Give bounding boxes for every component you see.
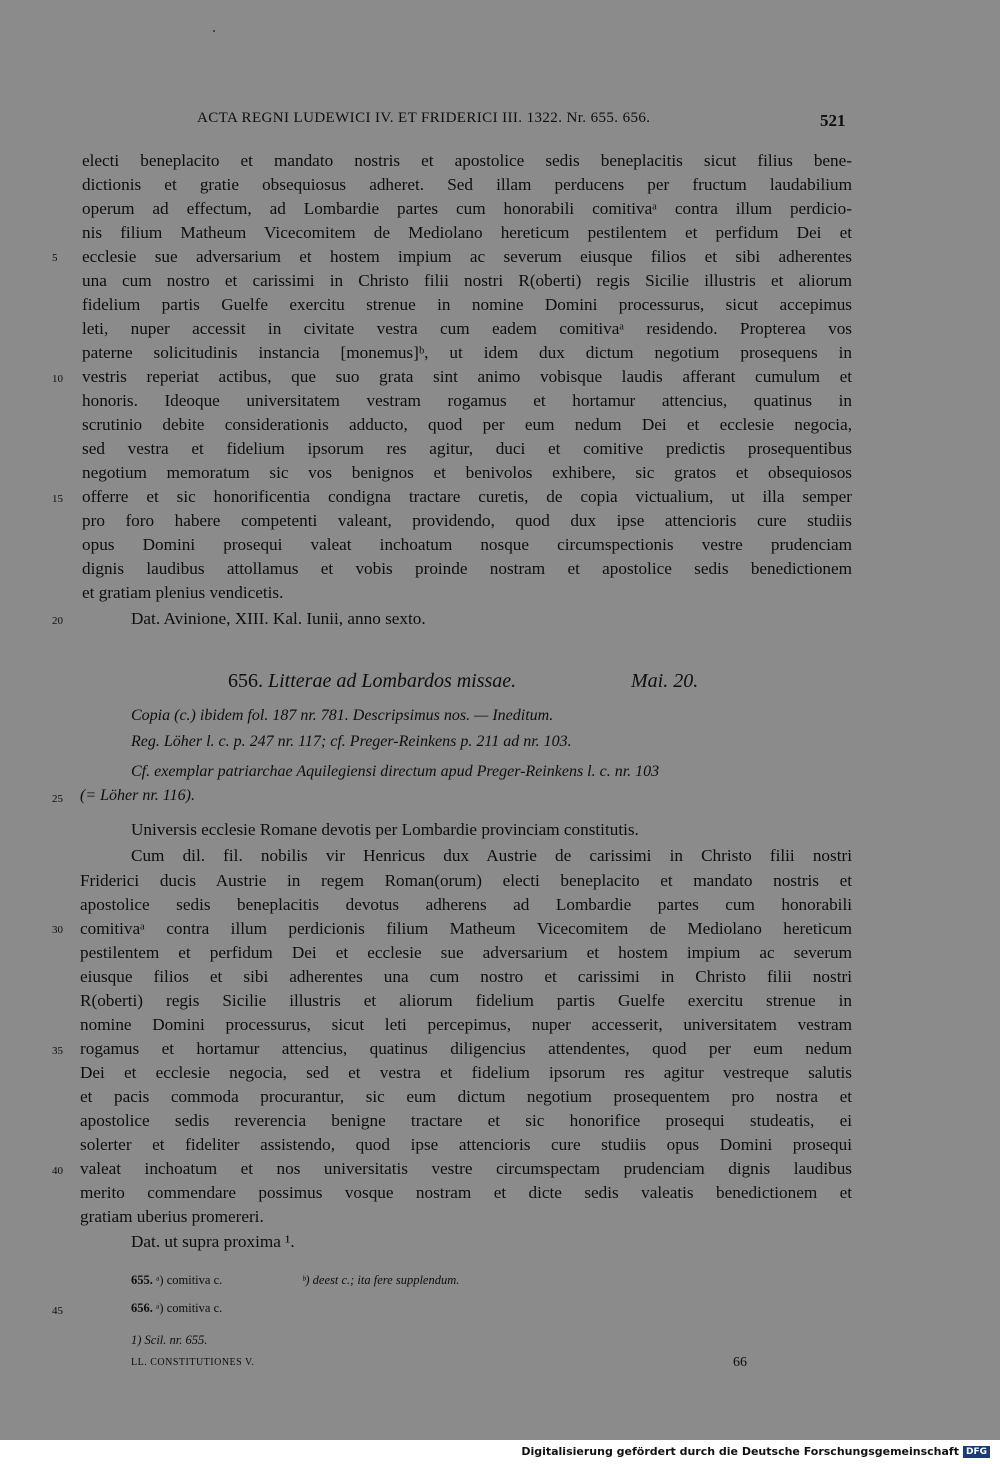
funding-text: Digitalisierung gefördert durch die Deutsche Forschungsgemeinschaft [521, 1445, 959, 1458]
speck [213, 30, 215, 32]
text-line: sed vestra et fidelium ipsorum res agitur, duci et comitive predictis prosequentibus [82, 439, 852, 458]
line-number: 40 [52, 1165, 63, 1177]
footnote-656-a [131, 1301, 222, 1316]
line-number: 45 [52, 1305, 63, 1317]
text-line: ecclesie sue adversarium et hostem impium ac severum eiusque filios et sibi adherentes [82, 247, 852, 266]
text-line: eiusque filios et sibi adherentes una cum nostro et carissimi in Christo filii nostri [80, 967, 852, 986]
funding-notice [521, 1445, 990, 1458]
text-line: pro foro habere competenti valeant, providendo, quod dux ipse attencioris cure studiis [82, 511, 852, 530]
text-line: gratiam uberius promereri. [80, 1207, 264, 1226]
text-line: electi beneplacito et mandato nostris et apostolice sedis beneplacitis sicut filius bene- [82, 151, 852, 170]
text-line: offerre et sic honorificentia condigna tractare curetis, de copia victualium, ut illa semper [82, 487, 852, 506]
text-line: negotium memoratum sic vos benignos et benivolos exhibere, sic gratos et obsequiosos [82, 463, 852, 482]
text-line: fidelium partis Guelfe exercitu strenue in nomine Domini processurus, sicut accepimus [82, 295, 852, 314]
text-line: comitivaᵃ contra illum perdicionis filium Matheum Vicecomitem de Mediolano hereticum [80, 919, 852, 938]
text-line: merito commendare possimus vosque nostram et dicte sedis valeatis benedictionem et [80, 1183, 852, 1202]
text-line: apostolice sedis beneplacitis devotus adherens ad Lombardie partes cum honorabili [80, 895, 852, 914]
address-line: Universis ecclesie Romane devotis per Lombardie provinciam constitutis. [131, 820, 639, 839]
series-signature: LL. CONSTITUTIONES V. [131, 1357, 255, 1368]
text-line: solerter et fideliter assistendo, quod ipse attencioris cure studiis opus Domini prosequi [80, 1135, 852, 1154]
source-note: Reg. Löher l. c. p. 247 nr. 117; cf. Preger-Reinkens p. 211 ad nr. 103. [131, 733, 572, 750]
line-number: 35 [52, 1045, 63, 1057]
dating-clause: Dat. ut supra proxima ¹. [131, 1232, 295, 1251]
page-number: 521 [820, 111, 846, 130]
text-line: Cum dil. fil. nobilis vir Henricus dux Austrie de carissimi in Christo filii nostri [131, 846, 852, 865]
text-line: Dei et ecclesie negocia, sed et vestra et fidelium ipsorum res agitur vestreque salutis [80, 1063, 852, 1082]
text-line: leti, nuper accessit in civitate vestra cum eadem comitivaᵃ residendo. Propterea vos [82, 319, 852, 338]
text-line: apostolice sedis reverencia benigne tractare et sic honorifice prosequi studeatis, ei [80, 1111, 852, 1130]
line-number: 20 [52, 615, 63, 627]
text-line: rogamus et hortamur attencius, quatinus diligencius attendentes, quod per eum nedum [80, 1039, 852, 1058]
text-line: et pacis commoda procurantur, sic eum dictum negotium prosequentem pro nostra et [80, 1087, 852, 1106]
text-line: opus Domini prosequi valeat inchoatum nosque circumspectionis vestre prudenciam [82, 535, 852, 554]
footnote-text: ᵃ) comitiva c. [156, 1301, 223, 1315]
text-line: una cum nostro et carissimi in Christo filii nostri R(oberti) regis Sicilie illustris et aliorum [82, 271, 852, 290]
line-number: 30 [52, 924, 63, 936]
dfg-logo: DFG [963, 1446, 990, 1458]
footnote-text: ᵃ) comitiva c. [156, 1273, 223, 1287]
running-title: ACTA REGNI LUDEWICI IV. ET FRIDERICI III. 1322. Nr. 655. 656. [197, 110, 651, 126]
text-line: dictionis et gratie obsequiosus adheret. Sed illam perducens per fructum laudabilium [82, 175, 852, 194]
text-line: valeat inchoatum et nos universitatis vestre circumspectam prudenciam dignis laudibus [80, 1159, 852, 1178]
text-line: nomine Domini processurus, sicut leti percepimus, nuper accesserit, universitatem vestram [80, 1015, 852, 1034]
text-line: scrutinio debite considerationis adducto, quod per eum nedum Dei et ecclesie negocia, [82, 415, 852, 434]
line-number: 10 [52, 373, 63, 385]
line-number: 25 [52, 793, 63, 805]
document-date: Mai. 20. [631, 670, 699, 692]
footnote-number: 656. [131, 1301, 153, 1315]
dating-clause: Dat. Avinione, XIII. Kal. Iunii, anno sexto. [131, 609, 426, 628]
text-line: Friderici ducis Austrie in regem Roman(orum) electi beneplacito et mandato nostris et [80, 871, 852, 890]
line-number: 5 [52, 252, 58, 264]
document-title: Litterae ad Lombardos missae. [268, 670, 517, 692]
sheet-signature: 66 [733, 1355, 747, 1370]
footnote-655-a [131, 1273, 222, 1288]
document-number: 656. [228, 670, 263, 692]
line-number: 15 [52, 493, 63, 505]
text-line: operum ad effectum, ad Lombardie partes cum honorabili comitivaᵃ contra illum perdicio- [82, 199, 852, 218]
text-line: nis filium Matheum Vicecomitem de Mediolano hereticum pestilentem et perfidum Dei et [82, 223, 852, 242]
text-line: R(oberti) regis Sicilie illustris et aliorum fidelium partis Guelfe exercitu strenue in [80, 991, 852, 1010]
footnote-number: 655. [131, 1273, 153, 1287]
footnote-1: 1) Scil. nr. 655. [131, 1333, 208, 1347]
text-line: dignis laudibus attollamus et vobis proinde nostram et apostolice sedis benedictionem [82, 559, 852, 578]
text-line: pestilentem et perfidum Dei et ecclesie sue adversarium et hostem impium ac severum [80, 943, 852, 962]
text-line: vestris reperiat actibus, que suo grata sint animo vobisque laudis afferant cumulum et [82, 367, 852, 386]
text-line: paterne solicitudinis instancia [monemus]ᵇ, ut idem dux dictum negotium prosequens in [82, 343, 852, 362]
footnote-655-b: ᵇ) deest c.; ita fere supplendum. [302, 1273, 460, 1287]
text-line: et gratiam plenius vendicetis. [82, 583, 284, 602]
text-line: honoris. Ideoque universitatem vestram rogamus et hortamur attencius, quatinus in [82, 391, 852, 410]
source-note: Cf. exemplar patriarchae Aquilegiensi directum apud Preger-Reinkens l. c. nr. 103 [131, 763, 660, 780]
source-note: (= Löher nr. 116). [80, 787, 195, 804]
source-note: Copia (c.) ibidem fol. 187 nr. 781. Descripsimus nos. — Ineditum. [131, 707, 554, 724]
document-heading [228, 670, 748, 693]
